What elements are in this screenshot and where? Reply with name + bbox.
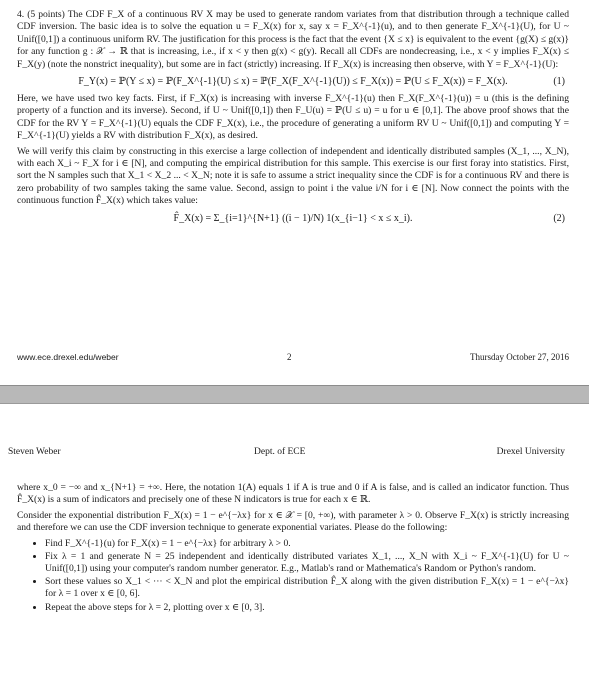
header-dept: Dept. of ECE [254,447,306,457]
equation-2-number: (2) [553,212,565,224]
footer-url: www.ece.drexel.edu/weber [17,352,119,362]
task-item: • Fix λ = 1 and generate N = 25 independent and identically distributed variates X_1, ..., X_N with X_i ~ F_X^{-1}(U) for U ~ Unif([0,1]) using your computer's random number generator. E.g., Matlab's rand or Mathematica's Random or Python's random. [45,551,569,575]
paragraph-indicator: where x_0 = −∞ and x_{N+1} = +∞. Here, the notation 1(A) equals 1 if A is true and 0 if A is false, and is called an indicator function. Thus F̂_X(x) is a sum of indicators and precisely one of these N indicators is true for each x ∈ ℝ. [17,482,569,506]
continuation-body [17,482,569,615]
equation-2 [17,212,569,226]
task-item: • Find F_X^{-1}(u) for F_X(x) = 1 − e^{−λx} for arbitrary λ > 0. [45,538,569,550]
paragraph-key-facts: Here, we have used two key facts. First, if F_X(x) is increasing with inverse F_X^{-1}(u) then F_X(F_X^{-1}(u)) = u (this is the defining property of a function and its inverse). Second, if U ~ Unif([0,1]) then F_U(u) = ℙ(U ≤ u) = u for u ∈ [0,1]. The above proof shows that the CDF for the RV Y = F_X^{-1}(U) equals the CDF F_X(x), i.e., the procedure of generating a uniform RV U ~ Unif([0,1]) and computing Y = F_X^{-1}(U) yields a RV with distribution F_X(x), as desired. [17,93,569,142]
footer-page-number: 2 [287,352,292,362]
paragraph-empirical: We will verify this claim by constructing in this exercise a large collection of independent and identically distributed samples (X_1, ..., X_N), with each X_i ~ F_X for i ∈ [N], and computing the empirical distribution for this sample. This exercise is our first foray into statistics. First, sort the N samples such that X_1 < X_2 ... < X_N; note it is safe to assume a strict inequality since the CDF is for a continuous RV and there is zero probability of two samples taking the same value. Second, assign to point i the value i/N for i ∈ [N]. Now connect the points with the continuous function F̂_X(x) which takes value: [17,145,569,207]
header-author: Steven Weber [8,447,61,457]
equation-2-text: F̂_X(x) = Σ_{i=1}^{N+1} ((i − 1)/N) 1(x_{i−1} < x ≤ x_i). [173,212,413,224]
task-item: • Sort these values so X_1 < ··· < X_N and plot the empirical distribution F̂_X along with the given distribution F_X(x) = 1 − e^{−λx} for λ = 1 over x ∈ [0, 6]. [45,576,569,600]
task-item: • Repeat the above steps for λ = 2, plotting over x ∈ [0, 3]. [45,602,569,614]
page-footer [17,352,569,366]
document-page-bottom [0,402,589,700]
equation-1 [17,75,569,89]
equation-1-text: F_Y(x) = ℙ(Y ≤ x) = ℙ(F_X^{-1}(U) ≤ x) = ℙ(F_X(F_X^{-1}(U)) ≤ F_X(x)) = ℙ(U ≤ F_X(x)) = F_X(x). [78,76,508,88]
footer-date: Thursday October 27, 2016 [470,352,569,362]
page-header [0,447,589,461]
problem-statement: 4. (5 points) The CDF F_X of a continuous RV X may be used to generate random variates from that distribution through a technique called CDF inversion. The basic idea is to solve the equation u = F_X(x) for x, say x = F_X^{-1}(u), and to then generate F_X^{-1}(U), for U ~ Unif([0,1]) a continuous uniform RV. The justification for this process is the fact that the event {X ≤ x} is equivalent to the event {g(X) ≤ g(x)} for any function g : 𝒳 → ℝ that is increasing, i.e., if x < y then g(x) < g(y). Recall all CDFs are nondecreasing, i.e., x < y implies F_X(x) ≤ F_X(y) (note the nonstrict inequality), but some are in fact (strictly) increasing. If F_X(x) is increasing then observe, with Y = F_X^{-1}(U): [17,9,569,70]
paragraph-exponential: Consider the exponential distribution F_X(x) = 1 − e^{−λx} for x ∈ 𝒳 = [0, +∞), with parameter λ > 0. Observe F_X(x) is strictly increasing and therefore we can use the CDF inversion technique to generate exponential variates. Please do the following: [17,509,569,534]
header-university: Drexel University [496,447,565,457]
task-list [17,538,569,614]
equation-1-number: (1) [553,76,565,88]
problem-body [17,9,569,230]
